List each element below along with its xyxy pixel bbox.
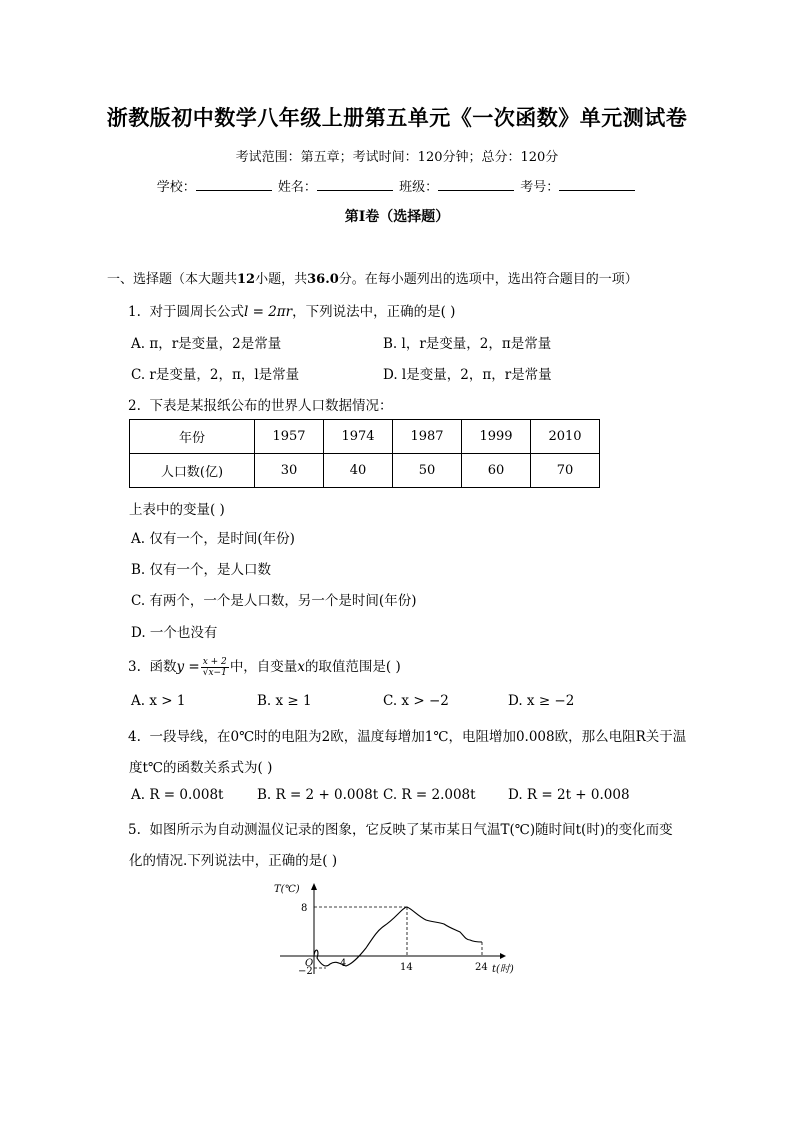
question-1 <box>128 300 455 320</box>
question-stem: 对于圆周长公式 <box>149 304 244 320</box>
variable: x <box>297 659 305 675</box>
table-cell: 40 <box>324 454 393 488</box>
option-4c[interactable]: C. R = 2.008t <box>383 787 476 803</box>
x-tick-14: 14 <box>400 962 413 973</box>
fraction-denominator <box>201 668 229 678</box>
table-row <box>130 454 600 488</box>
option-2a[interactable]: A. 仅有一个，是时间(年份) <box>131 531 295 547</box>
student-info-fields <box>0 176 794 195</box>
exam-title: 浙教版初中数学八年级上册第五单元《一次函数》单元测试卷 <box>106 105 688 130</box>
table-cell: 2010 <box>531 420 600 454</box>
option-3c[interactable]: C. x > −2 <box>383 693 449 709</box>
exam-meta: 考试范围：第五章；考试时间：120分钟；总分：120分 <box>235 150 559 165</box>
class-blank[interactable] <box>438 178 514 191</box>
section-prefix: 一、选择题（本大题共 <box>107 272 238 287</box>
school-label: 学校： <box>156 180 196 195</box>
y-tick-8: 8 <box>301 903 308 914</box>
table-cell: 50 <box>393 454 462 488</box>
table-cell: 60 <box>462 454 531 488</box>
question-stem: 下表是某报纸公布的世界人口数据情况： <box>149 398 393 414</box>
option-4b[interactable]: B. R = 2 + 0.008t <box>257 787 379 803</box>
table-cell: 1974 <box>324 420 393 454</box>
table-cell: 30 <box>255 454 324 488</box>
temperature-graph <box>270 880 530 980</box>
question-number: 1. <box>128 304 141 320</box>
x-tick-24: 24 <box>475 962 488 973</box>
id-label: 考号： <box>520 180 560 195</box>
question-4 <box>128 725 686 745</box>
section-count: 12 <box>237 272 256 287</box>
table-cell: 70 <box>531 454 600 488</box>
class-label: 班级： <box>399 180 439 195</box>
formula-lhs: y = <box>176 659 200 675</box>
question-5-line2: 化的情况.下列说法中，正确的是( ) <box>129 853 338 869</box>
sqrt-radicand: x−1 <box>208 668 227 678</box>
question-stem: 如图所示为自动测温仪记录的图象，它反映了某市某日气温T(℃)随时间t(时)的变化而变 <box>149 822 673 838</box>
table-cell: 1987 <box>393 420 462 454</box>
table-cell: 1999 <box>462 420 531 454</box>
option-1d[interactable]: D. l是变量，2，π，r是常量 <box>383 367 552 383</box>
question-stem-mid: 中，自变量 <box>229 659 298 675</box>
section-mid: 小题，共 <box>255 272 308 287</box>
question-3 <box>128 655 401 678</box>
name-blank[interactable] <box>317 178 393 191</box>
origin-label: O <box>305 958 314 969</box>
volume-heading: 第I卷（选择题） <box>344 209 450 225</box>
table-header-cell: 人口数(亿) <box>130 454 255 488</box>
question-4-line2: 度t℃的函数关系式为( ) <box>129 760 273 776</box>
option-2c[interactable]: C. 有两个，一个是人口数，另一个是时间(年份) <box>131 593 417 609</box>
option-1c[interactable]: C. r是变量，2，π，l是常量 <box>131 367 300 383</box>
x-axis-label: t(时) <box>492 964 514 975</box>
section-suffix: 分。在每小题列出的选项中，选出符合题目的一项） <box>338 272 638 287</box>
option-4a[interactable]: A. R = 0.008t <box>131 787 224 803</box>
id-blank[interactable] <box>559 178 635 191</box>
option-2b[interactable]: B. 仅有一个，是人口数 <box>131 562 272 578</box>
fraction <box>201 657 229 678</box>
question-number: 4. <box>128 729 141 745</box>
section-heading <box>107 268 638 287</box>
section-score: 36.0 <box>307 272 339 287</box>
option-3b[interactable]: B. x ≥ 1 <box>257 693 312 709</box>
y-axis-label: T(℃) <box>274 884 300 895</box>
table-cell: 1957 <box>255 420 324 454</box>
question-2-follow: 上表中的变量( ) <box>129 502 225 518</box>
option-1b[interactable]: B. l，r是变量，2，π是常量 <box>383 336 552 352</box>
question-5 <box>128 818 673 838</box>
question-2 <box>128 394 392 414</box>
question-stem-tail: ，下列说法中，正确的是( ) <box>292 304 456 320</box>
formula: l = 2πr <box>243 304 293 320</box>
sqrt-sign: √ <box>202 668 209 678</box>
option-3a[interactable]: A. x > 1 <box>131 693 186 709</box>
option-1a[interactable]: A. π，r是变量，2是常量 <box>131 336 282 352</box>
question-stem: 函数 <box>149 659 177 675</box>
name-label: 姓名： <box>277 180 317 195</box>
fraction-numerator: x + 2 <box>201 657 229 668</box>
question-number: 3. <box>128 659 141 675</box>
population-table <box>129 419 600 488</box>
y-tick-neg2: −2 <box>298 966 313 977</box>
table-header-cell: 年份 <box>130 420 255 454</box>
x-axis-arrow <box>500 953 506 959</box>
option-2d[interactable]: D. 一个也没有 <box>131 625 218 641</box>
x-tick-4: 4 <box>340 958 347 969</box>
question-number: 5. <box>128 822 141 838</box>
question-number: 2. <box>128 398 141 414</box>
question-stem-tail: 的取值范围是( ) <box>304 659 401 675</box>
option-3d[interactable]: D. x ≥ −2 <box>508 693 575 709</box>
school-blank[interactable] <box>196 178 272 191</box>
y-axis-arrow <box>311 883 317 890</box>
option-4d[interactable]: D. R = 2t + 0.008 <box>508 787 630 803</box>
table-row <box>130 420 600 454</box>
question-stem: 一段导线，在0℃时的电阻为2欧，温度每增加1℃，电阻增加0.008欧，那么电阻R关于温 <box>149 729 687 745</box>
